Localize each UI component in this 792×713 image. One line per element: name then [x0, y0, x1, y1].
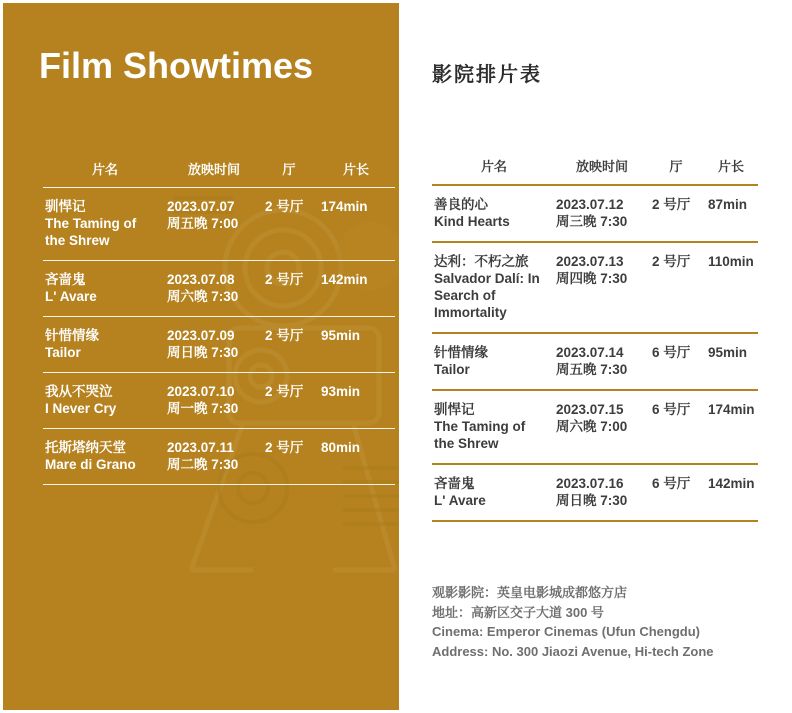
showtime-row: [432, 465, 758, 522]
cinema-info-block: [432, 583, 772, 661]
film-title-zh: 我从不哭泣: [45, 384, 113, 399]
duration-cell: 174min: [708, 402, 755, 417]
hall-cell: 2 号厅: [265, 199, 304, 214]
film-title-zh: 吝啬鬼: [45, 272, 86, 287]
showtime-cell: [556, 253, 648, 287]
film-title-zh: 驯悍记: [45, 199, 86, 214]
film-title-en: The Taming of the Shrew: [45, 216, 137, 248]
show-time: 周四晚 7:30: [556, 271, 628, 286]
show-date: 2023.07.16: [556, 476, 624, 491]
film-title-cell: [43, 271, 167, 305]
show-date: 2023.07.15: [556, 402, 624, 417]
show-date: 2023.07.09: [167, 328, 235, 343]
film-title-cell: [43, 198, 167, 249]
show-time: 周五晚 7:30: [556, 362, 628, 377]
show-date: 2023.07.14: [556, 345, 624, 360]
right-table-header: [432, 152, 758, 186]
hall-cell: 2 号厅: [652, 197, 691, 212]
show-time: 周三晚 7:30: [556, 214, 628, 229]
cinema-address-en: Address: No. 300 Jiaozi Avenue, Hi-tech Zone: [432, 643, 714, 659]
hall-cell: 2 号厅: [265, 272, 304, 287]
showtime-row: [43, 373, 395, 429]
hall-cell: 6 号厅: [652, 402, 691, 417]
film-title-cell: [432, 401, 556, 452]
left-showtimes-table: [43, 155, 395, 485]
showtime-cell: [167, 198, 261, 232]
cinema-address-zh: 地址：高新区交子大道 300 号: [432, 604, 604, 620]
cinema-name-zh: 观影影院：英皇电影城成都悠方店: [432, 585, 628, 600]
film-title-cell: [43, 327, 167, 361]
header-film-name: 片名: [91, 162, 118, 177]
film-title-cell: [432, 253, 556, 321]
showtime-cell: [556, 401, 648, 435]
showtime-cell: [167, 271, 261, 305]
cinema-name-en: Cinema: Emperor Cinemas (Ufun Chengdu): [432, 624, 700, 639]
hall-cell: 2 号厅: [265, 384, 304, 399]
showtime-row: [43, 429, 395, 485]
showtime-cell: [556, 196, 648, 230]
film-title-zh: 针惜情缘: [45, 328, 99, 343]
showtime-cell: [167, 383, 261, 417]
show-date: 2023.07.11: [167, 440, 234, 455]
header-hall: 厅: [669, 159, 683, 174]
header-showtime: 放映时间: [187, 162, 240, 177]
film-title-zh: 达利：不朽之旅: [434, 254, 529, 269]
showtime-row: [432, 243, 758, 334]
duration-cell: 80min: [321, 440, 361, 455]
show-time: 周日晚 7:30: [167, 345, 239, 360]
poster-title: Film Showtimes: [39, 45, 314, 86]
duration-cell: 110min: [708, 254, 754, 269]
film-title-en: Salvador Dalí: In Search of Immortality: [434, 271, 540, 320]
show-date: 2023.07.13: [556, 254, 624, 269]
film-title-cell: [43, 383, 167, 417]
show-time: 周二晚 7:30: [167, 457, 239, 472]
film-title-en: Kind Hearts: [434, 214, 510, 229]
duration-cell: 142min: [321, 272, 368, 287]
right-showtimes-table: [432, 152, 758, 522]
hall-cell: 6 号厅: [652, 345, 691, 360]
show-time: 周一晚 7:30: [167, 401, 239, 416]
show-date: 2023.07.08: [167, 272, 235, 287]
header-duration: 片长: [342, 162, 369, 177]
film-title-cell: [432, 344, 556, 378]
duration-cell: 87min: [708, 197, 748, 212]
showtime-row: [432, 334, 758, 391]
showtime-cell: [556, 344, 648, 378]
film-title-en: Mare di Grano: [45, 457, 136, 472]
hall-cell: 2 号厅: [265, 440, 304, 455]
hall-cell: 2 号厅: [265, 328, 304, 343]
showtime-cell: [556, 475, 648, 509]
header-film-name: 片名: [480, 159, 507, 174]
showtime-cell: [167, 439, 261, 473]
header-showtime: 放映时间: [575, 159, 628, 174]
show-time: 周日晚 7:30: [556, 493, 628, 508]
film-title-zh: 吝啬鬼: [434, 476, 475, 491]
film-title-en: The Taming of the Shrew: [434, 419, 526, 451]
film-title-zh: 驯悍记: [434, 402, 475, 417]
film-title-zh: 托斯塔纳天堂: [45, 440, 126, 455]
schedule-title-zh: 影院排片表: [432, 64, 542, 86]
film-title-en: Tailor: [45, 345, 81, 360]
hall-cell: 2 号厅: [652, 254, 691, 269]
film-title-zh: 善良的心: [434, 197, 488, 212]
showtime-cell: [167, 327, 261, 361]
show-date: 2023.07.12: [556, 197, 624, 212]
duration-cell: 93min: [321, 384, 361, 399]
showtime-row: [43, 317, 395, 373]
header-duration: 片长: [717, 159, 744, 174]
film-title-en: I Never Cry: [45, 401, 117, 416]
film-title-en: L' Avare: [434, 493, 486, 508]
showtime-row: [432, 186, 758, 243]
showtime-row: [43, 261, 395, 317]
film-title-zh: 针惜情缘: [434, 345, 488, 360]
duration-cell: 142min: [708, 476, 755, 491]
header-hall: 厅: [282, 162, 296, 177]
left-gold-panel: [3, 3, 399, 710]
duration-cell: 174min: [321, 199, 368, 214]
show-time: 周六晚 7:30: [167, 289, 239, 304]
duration-cell: 95min: [321, 328, 361, 343]
left-table-header: [43, 155, 395, 188]
film-title-cell: [432, 475, 556, 509]
film-title-cell: [432, 196, 556, 230]
show-time: 周五晚 7:00: [167, 216, 239, 231]
duration-cell: 95min: [708, 345, 748, 360]
hall-cell: 6 号厅: [652, 476, 691, 491]
show-date: 2023.07.07: [167, 199, 235, 214]
showtime-row: [432, 391, 758, 465]
film-title-en: L' Avare: [45, 289, 97, 304]
film-title-en: Tailor: [434, 362, 470, 377]
show-date: 2023.07.10: [167, 384, 235, 399]
showtime-row: [43, 188, 395, 261]
show-time: 周六晚 7:00: [556, 419, 628, 434]
film-title-cell: [43, 439, 167, 473]
